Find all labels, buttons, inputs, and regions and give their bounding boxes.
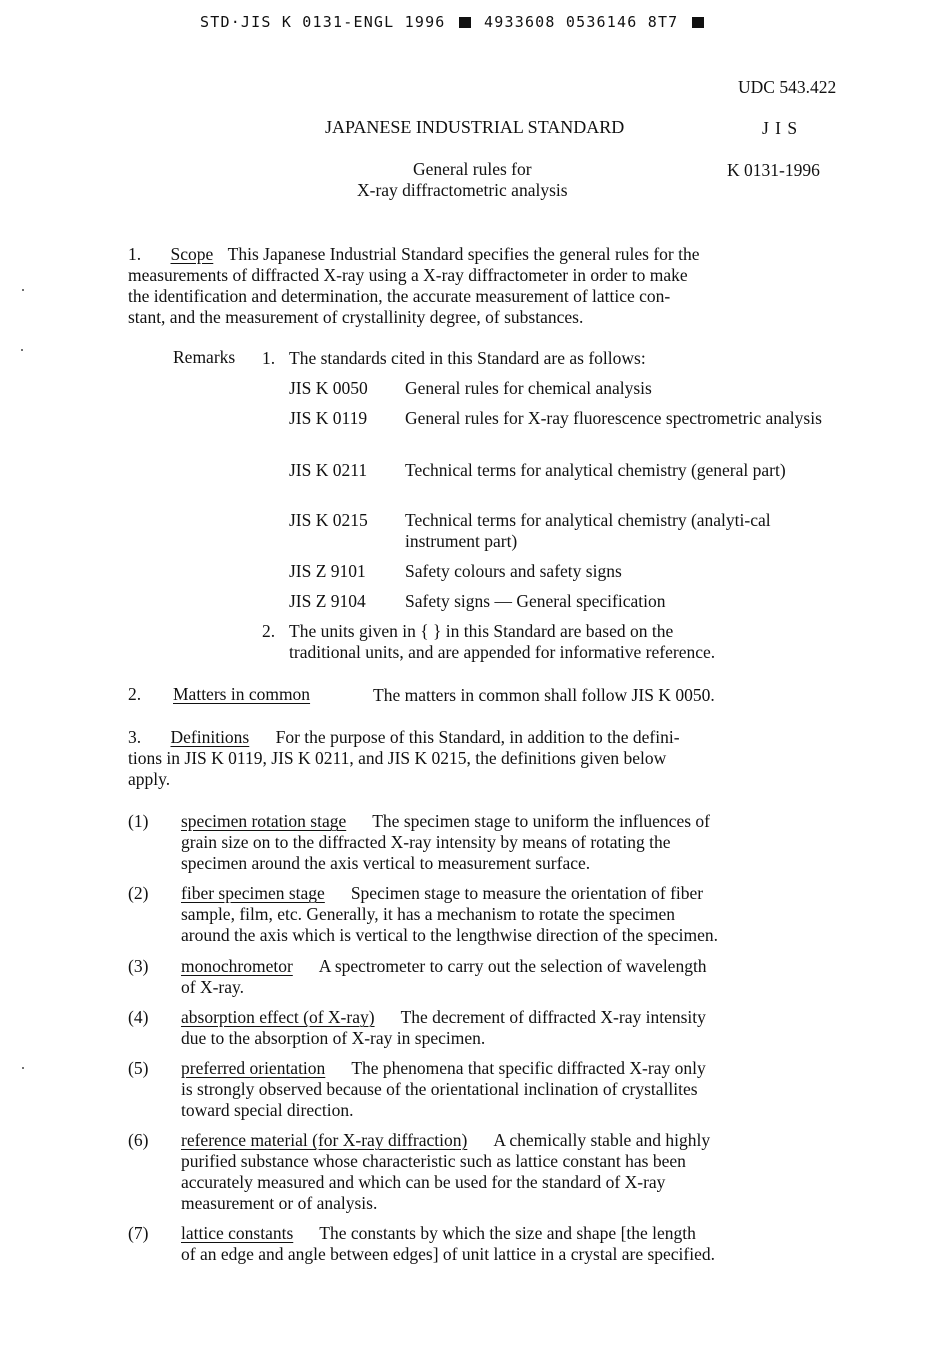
standard-title: Technical terms for analytical chemistry (general part) xyxy=(405,460,786,480)
doc-number: K 0131-1996 xyxy=(727,160,820,180)
section-number: 3. xyxy=(128,727,142,747)
definition-number: (3) xyxy=(128,956,149,976)
definition-number: (2) xyxy=(128,883,149,903)
definition-number: (7) xyxy=(128,1223,149,1243)
standard-title: Technical terms for analytical chemistry (analyti-cal instrument part) xyxy=(405,510,771,551)
remark-text: The standards cited in this Standard are as follows: xyxy=(289,348,646,368)
standard-title: General rules for chemical analysis xyxy=(405,378,652,398)
scan-speck xyxy=(22,289,24,291)
standard-code: JIS K 0050 xyxy=(289,378,368,398)
standard-code: JIS Z 9101 xyxy=(289,561,366,581)
definitions-line: apply. xyxy=(128,769,171,789)
jis-mark: J I S xyxy=(762,118,799,138)
definition-term: preferred orientation xyxy=(181,1058,326,1078)
definition-line: sample, film, etc. Generally, it has a mechanism to rotate the specimen xyxy=(181,904,676,924)
definition-term: lattice constants xyxy=(181,1223,294,1243)
standard-title: Safety colours and safety signs xyxy=(405,561,622,581)
standard-title: Safety signs — General specification xyxy=(405,591,666,611)
remarks-label: Remarks xyxy=(173,347,236,367)
section-definitions xyxy=(128,727,848,790)
definitions-line: tions in JIS K 0119, JIS K 0211, and JIS K 0215, the definitions given below xyxy=(128,748,667,768)
section-heading: Definitions xyxy=(170,727,250,747)
scope-line: measurements of diffracted X-ray using a X-ray diffractometer in order to make xyxy=(128,265,688,285)
definition-term: absorption effect (of X-ray) xyxy=(181,1007,375,1027)
definition-term: specimen rotation stage xyxy=(181,811,347,831)
section-heading: Matters in common xyxy=(173,684,311,704)
definition-line: A spectrometer to carry out the selection of wavelength xyxy=(318,956,707,976)
remark-number: 2. xyxy=(262,621,276,641)
definition-line: of X-ray. xyxy=(181,977,245,997)
definition-line: around the axis which is vertical to the lengthwise direction of the specimen. xyxy=(181,925,718,945)
scan-speck xyxy=(22,1067,24,1069)
definition-number: (4) xyxy=(128,1007,149,1027)
standard-code: JIS Z 9104 xyxy=(289,591,366,611)
section-number: 2. xyxy=(128,684,142,704)
scope-line: stant, and the measurement of crystallinity degree, of substances. xyxy=(128,307,584,327)
document-code-line xyxy=(200,12,707,33)
definition-number: (1) xyxy=(128,811,149,831)
definition-term: monochrometor xyxy=(181,956,293,976)
definition-line: specimen around the axis vertical to measurement surface. xyxy=(181,853,591,873)
section-text: The matters in common shall follow JIS K 0050. xyxy=(373,685,715,705)
definition-line: A chemically stable and highly xyxy=(493,1130,711,1150)
definition-term: reference material (for X-ray diffraction) xyxy=(181,1130,468,1150)
definition-line: purified substance whose characteristic such as lattice constant has been xyxy=(181,1151,686,1171)
standard-code: JIS K 0215 xyxy=(289,510,368,530)
doc-title-line1: General rules for xyxy=(413,159,532,179)
code-line-right: 4933608 0536146 8T7 xyxy=(484,13,679,31)
definition-line: of an edge and angle between edges] of unit lattice in a crystal are specified. xyxy=(181,1244,715,1264)
definition-line: The constants by which the size and shape [the length xyxy=(319,1223,696,1243)
definition-line: The specimen stage to uniform the influences of xyxy=(372,811,710,831)
standard-code: JIS K 0119 xyxy=(289,408,368,428)
definition-line: Specimen stage to measure the orientation of fiber xyxy=(350,883,704,903)
definition-line: The phenomena that specific diffracted X-ray only xyxy=(351,1058,706,1078)
definition-line: due to the absorption of X-ray in specimen. xyxy=(181,1028,486,1048)
remark-text xyxy=(289,621,849,663)
code-line-left: STD·JIS K 0131-ENGL 1996 xyxy=(200,13,446,31)
remark-number: 1. xyxy=(262,348,276,368)
definition-term: fiber specimen stage xyxy=(181,883,325,903)
scan-speck xyxy=(21,349,23,351)
definition-number: (5) xyxy=(128,1058,149,1078)
section-scope xyxy=(128,244,848,328)
standard-title: General rules for X-ray fluorescence spectrometric analysis xyxy=(405,408,822,428)
definitions-line: For the purpose of this Standard, in addition to the defini- xyxy=(275,727,680,747)
remark-line: The units given in { } in this Standard are based on the xyxy=(289,621,674,641)
definition-line: accurately measured and which can be used for the standard of X-ray xyxy=(181,1172,666,1192)
remark-line: traditional units, and are appended for informative reference. xyxy=(289,642,716,662)
standard-title: JAPANESE INDUSTRIAL STANDARD xyxy=(325,117,625,137)
definition-line: grain size on to the diffracted X-ray intensity by means of rotating the xyxy=(181,832,671,852)
section-number: 1. xyxy=(128,244,142,264)
definition-line: is strongly observed because of the orientational inclination of crystallites xyxy=(181,1079,698,1099)
definition-number: (6) xyxy=(128,1130,149,1150)
section-heading: Scope xyxy=(170,244,214,264)
udc-number: UDC 543.422 xyxy=(738,77,837,97)
definition-line: The decrement of diffracted X-ray intensity xyxy=(400,1007,706,1027)
doc-title-line2: X-ray diffractometric analysis xyxy=(357,180,568,200)
black-block-mark xyxy=(459,17,471,28)
standard-code: JIS K 0211 xyxy=(289,460,368,480)
definition-line: toward special direction. xyxy=(181,1100,354,1120)
scope-line: the identification and determination, the accurate measurement of lattice con- xyxy=(128,286,671,306)
definition-line: measurement or of analysis. xyxy=(181,1193,378,1213)
scope-line: This Japanese Industrial Standard specifies the general rules for the xyxy=(227,244,700,264)
black-block-mark xyxy=(692,17,704,28)
